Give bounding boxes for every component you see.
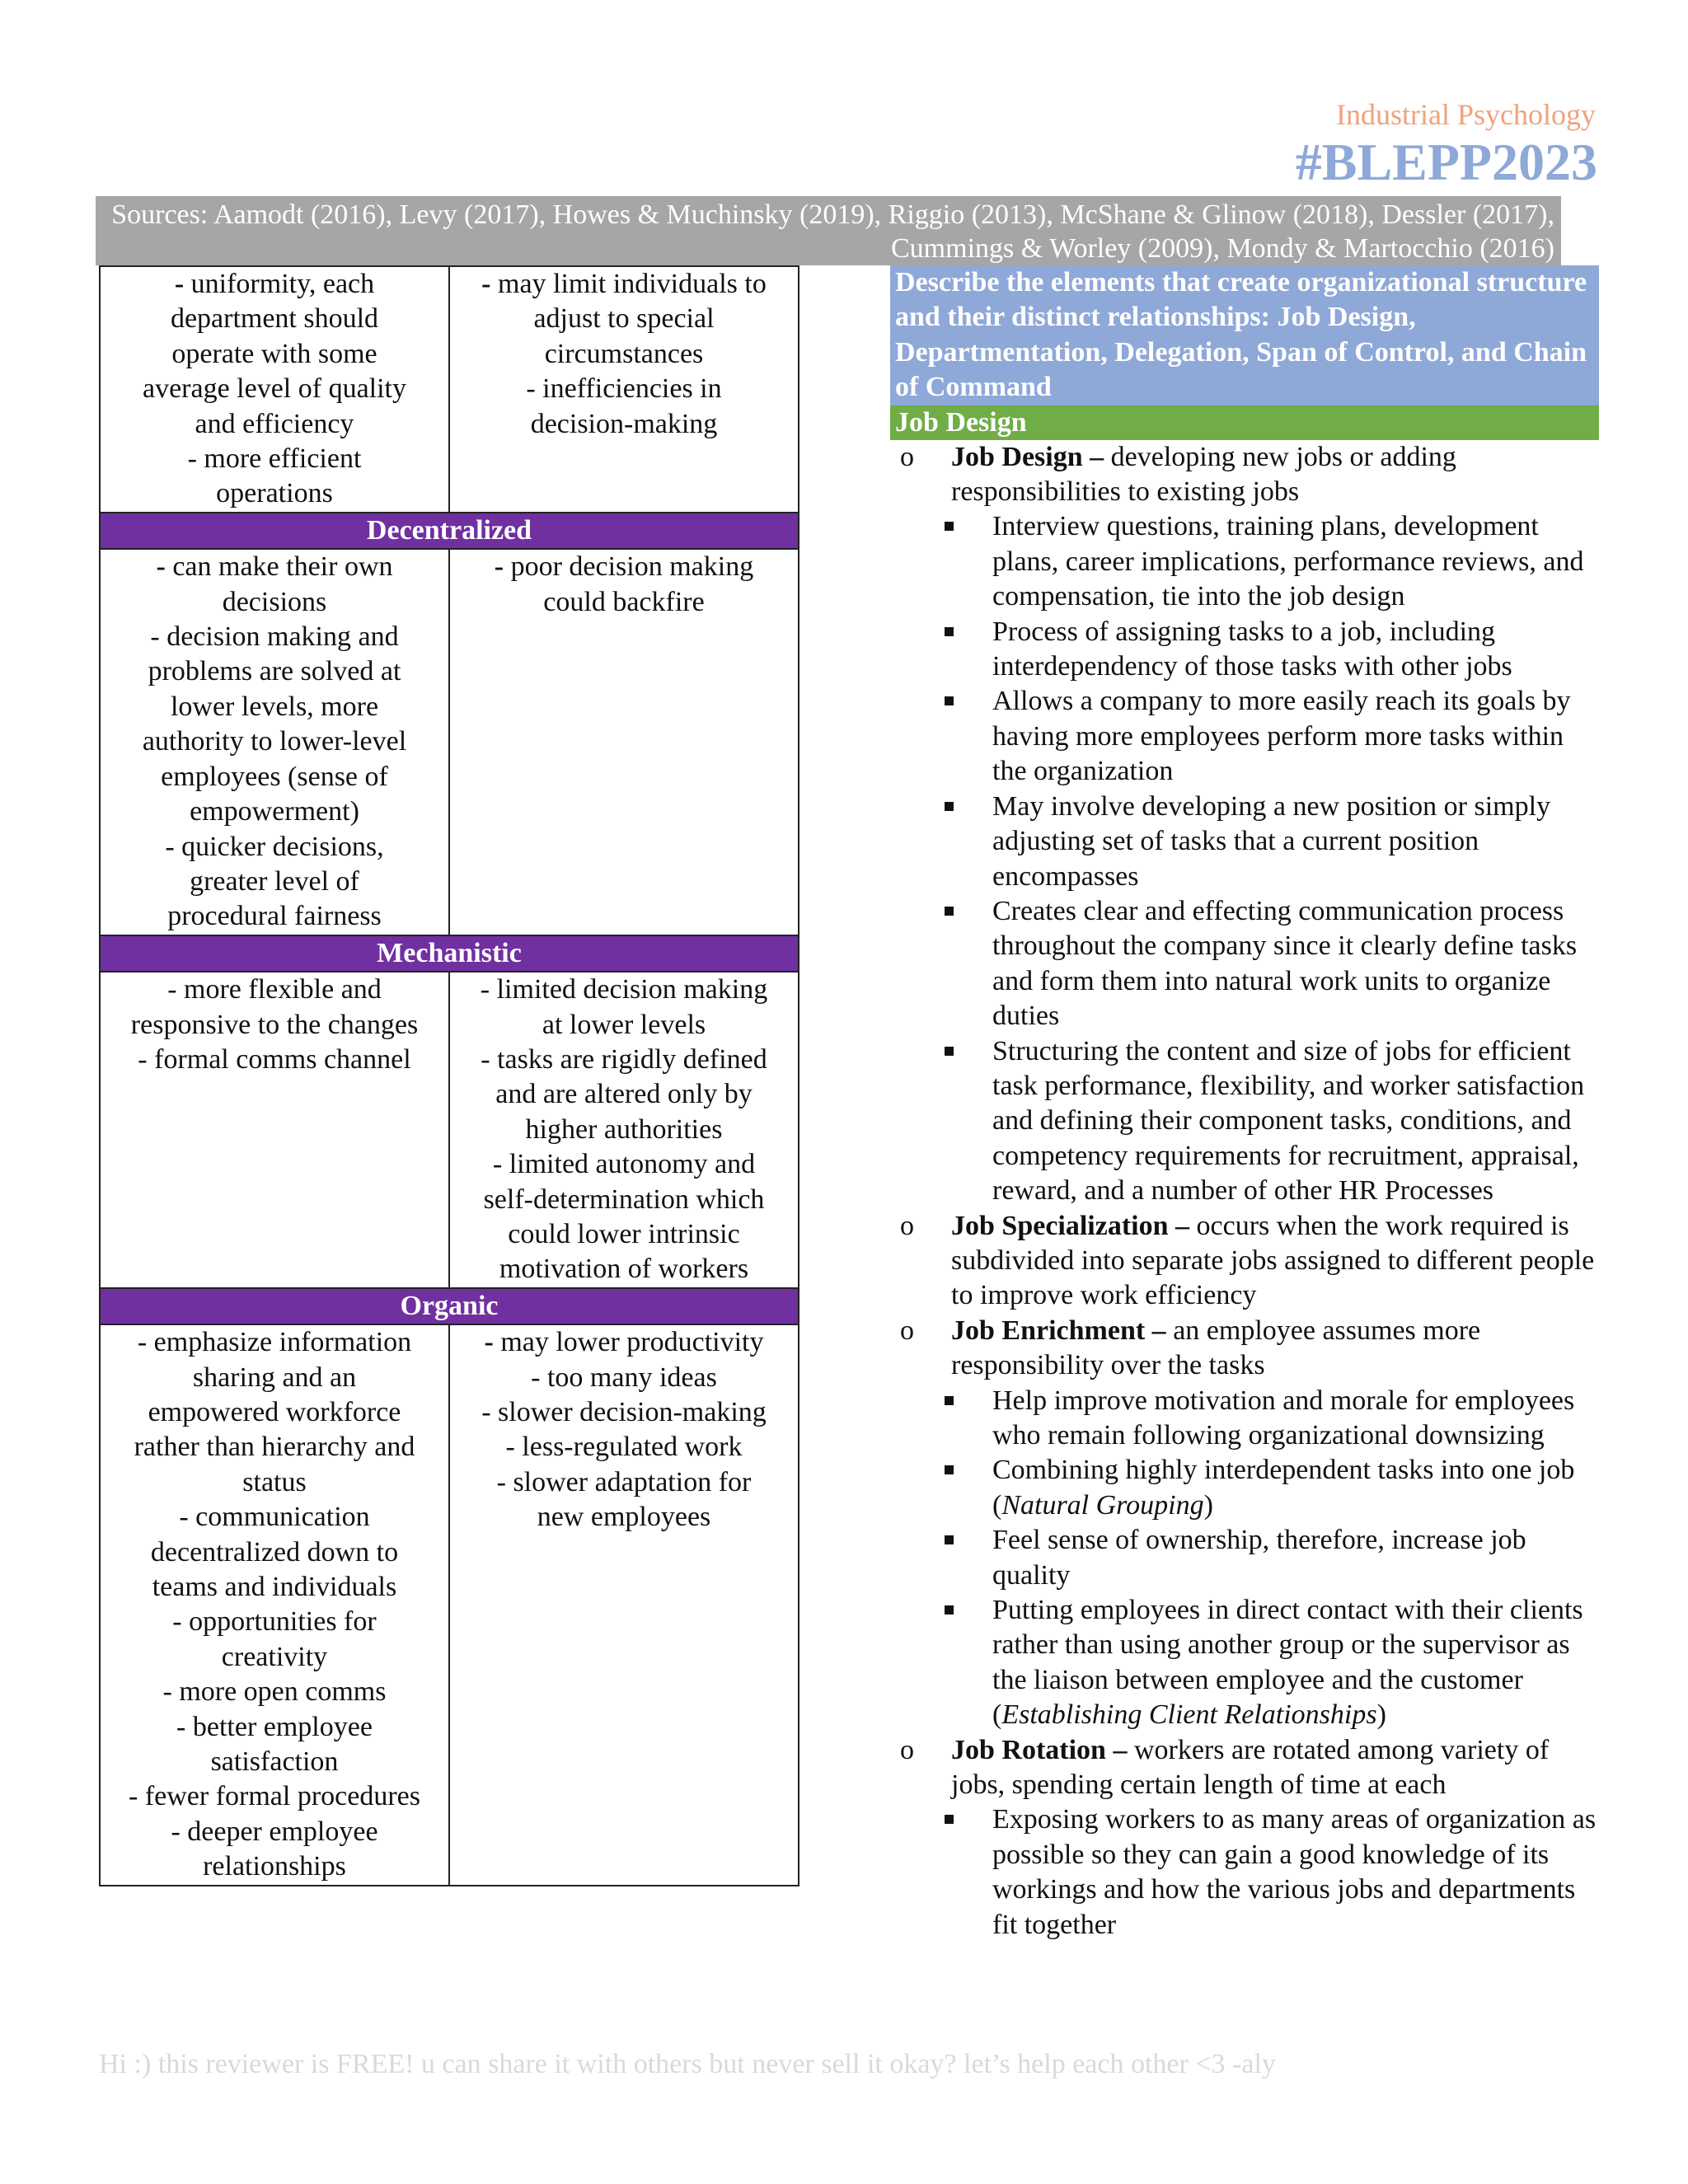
circle-bullet-icon: o (900, 1210, 914, 1241)
square-bullet-icon (945, 1605, 954, 1615)
advantages-cell: - more flexible and responsive to the changes - formal comms channel (100, 972, 449, 1288)
list-item: Allows a company to more easily reach its goals by having more employees perform more tasks within the organization (890, 684, 1599, 789)
advantages-cell: - uniformity, each department should operate with some average level of quality and efficiency - more efficient operations (100, 266, 449, 513)
list-item (890, 440, 1599, 510)
term-label: Job Rotation – (951, 1734, 1128, 1765)
table-row (100, 935, 799, 972)
term-label: Job Enrichment – (951, 1315, 1166, 1346)
term-definition: developing new jobs or adding responsibilities to existing jobs (951, 441, 1456, 508)
list-item (890, 1733, 1599, 1803)
circle-bullet-icon: o (900, 1315, 914, 1346)
square-bullet-icon (945, 627, 954, 636)
section-heading: Job Design (890, 405, 1599, 440)
term-definition: an employee assumes more responsibility over the tasks (951, 1315, 1481, 1381)
hashtag-title: #BLEPP2023 (1295, 133, 1597, 191)
advantages-cell: - can make their own decisions - decision making and problems are solved at lower levels, more authority to lower-level employees (sense of empowerment) - quicker decisions, greater level of procedural fairness (100, 549, 449, 935)
list-item: May involve developing a new position or simply adjusting set of tasks that a current position encompasses (890, 790, 1599, 894)
job-design-notes (890, 265, 1599, 1943)
square-bullet-icon (945, 1396, 954, 1405)
list-item: Help improve motivation and morale for employees who remain following organizational downsizing (890, 1384, 1599, 1454)
mechanistic-header: Mechanistic (100, 935, 799, 972)
circle-bullet-icon: o (900, 441, 914, 472)
square-bullet-icon (945, 802, 954, 811)
sources-banner: Sources: Aamodt (2016), Levy (2017), Howes & Muchinsky (2019), Riggio (2013), McShane & Glinow (2018), Dessler (2017), Cummings & Worley (2009), Mondy & Martocchio (2016) (96, 196, 1561, 265)
decentralized-header: Decentralized (100, 513, 799, 549)
table-row (100, 1288, 799, 1324)
question-heading: Describe the elements that create organizational structure and their distinct relationships: Job Design, Departmentation, Delegation, Span of Control, and Chain of Command (890, 265, 1599, 405)
square-bullet-icon (945, 907, 954, 916)
square-bullet-icon (945, 1465, 954, 1474)
disadvantages-cell: - may limit individuals to adjust to special circumstances - inefficiencies in decision-making (449, 266, 799, 513)
table-row (100, 549, 799, 935)
disadvantages-cell: - poor decision making could backfire (449, 549, 799, 935)
table-row (100, 513, 799, 549)
list-item: Creates clear and effecting communication process throughout the company since it clearly define tasks and form them into natural work units to organize duties (890, 894, 1599, 1034)
subject-label: Industrial Psychology (1336, 98, 1596, 131)
square-bullet-icon (945, 1047, 954, 1056)
term-label: Job Design – (951, 441, 1104, 472)
disadvantages-cell: - may lower productivity - too many ideas - slower decision-making - less-regulated work - slower adaptation for new employees (449, 1324, 799, 1886)
table-row (100, 1324, 799, 1886)
table-row (100, 266, 799, 513)
square-bullet-icon (945, 522, 954, 531)
square-bullet-icon (945, 1535, 954, 1544)
list-item (890, 1314, 1599, 1384)
list-item: Putting employees in direct contact with their clients rather than using another group or the supervisor as the liaison between employee and the customer (Establishing Client Relationships) (890, 1593, 1599, 1733)
disadvantages-cell: - limited decision making at lower levels - tasks are rigidly defined and are altered only by higher authorities - limited autonomy and self-determination which could lower intrinsic motivation of workers (449, 972, 799, 1288)
term-definition: workers are rotated among variety of jobs, spending certain length of time at each (951, 1734, 1550, 1801)
list-item: Process of assigning tasks to a job, including interdependency of those tasks with other jobs (890, 615, 1599, 685)
list-item (890, 1209, 1599, 1314)
circle-bullet-icon: o (900, 1734, 914, 1765)
square-bullet-icon (945, 696, 954, 705)
list-item: Combining highly interdependent tasks into one job (Natural Grouping) (890, 1453, 1599, 1523)
structure-comparison-table (99, 265, 799, 1886)
organic-header: Organic (100, 1288, 799, 1324)
table-row (100, 972, 799, 1288)
advantages-cell: - emphasize information sharing and an empowered workforce rather than hierarchy and status - communication decentralized down to teams and individuals - opportunities for creativity - more open comms - better employee satisfaction - fewer formal procedures - deeper employee relationships (100, 1324, 449, 1886)
list-item: Structuring the content and size of jobs for efficient task performance, flexibility, and worker satisfaction and defining their component tasks, conditions, and competency requirements for recruitment, appraisal, reward, and a number of other HR Processes (890, 1034, 1599, 1209)
term-label: Job Specialization – (951, 1210, 1190, 1241)
list-item: Interview questions, training plans, development plans, career implications, performance reviews, and compensation, tie into the job design (890, 509, 1599, 614)
list-item: Exposing workers to as many areas of organization as possible so they can gain a good knowledge of its workings and how the various jobs and departments fit together (890, 1802, 1599, 1943)
term-definition: occurs when the work required is subdivided into separate jobs assigned to different people to improve work efficiency (951, 1210, 1595, 1311)
list-item: Feel sense of ownership, therefore, increase job quality (890, 1523, 1599, 1593)
footer-note: Hi :) this reviewer is FREE! u can share it with others but never sell it okay? let’s help each other <3 -aly (99, 2049, 1276, 2079)
square-bullet-icon (945, 1815, 954, 1824)
